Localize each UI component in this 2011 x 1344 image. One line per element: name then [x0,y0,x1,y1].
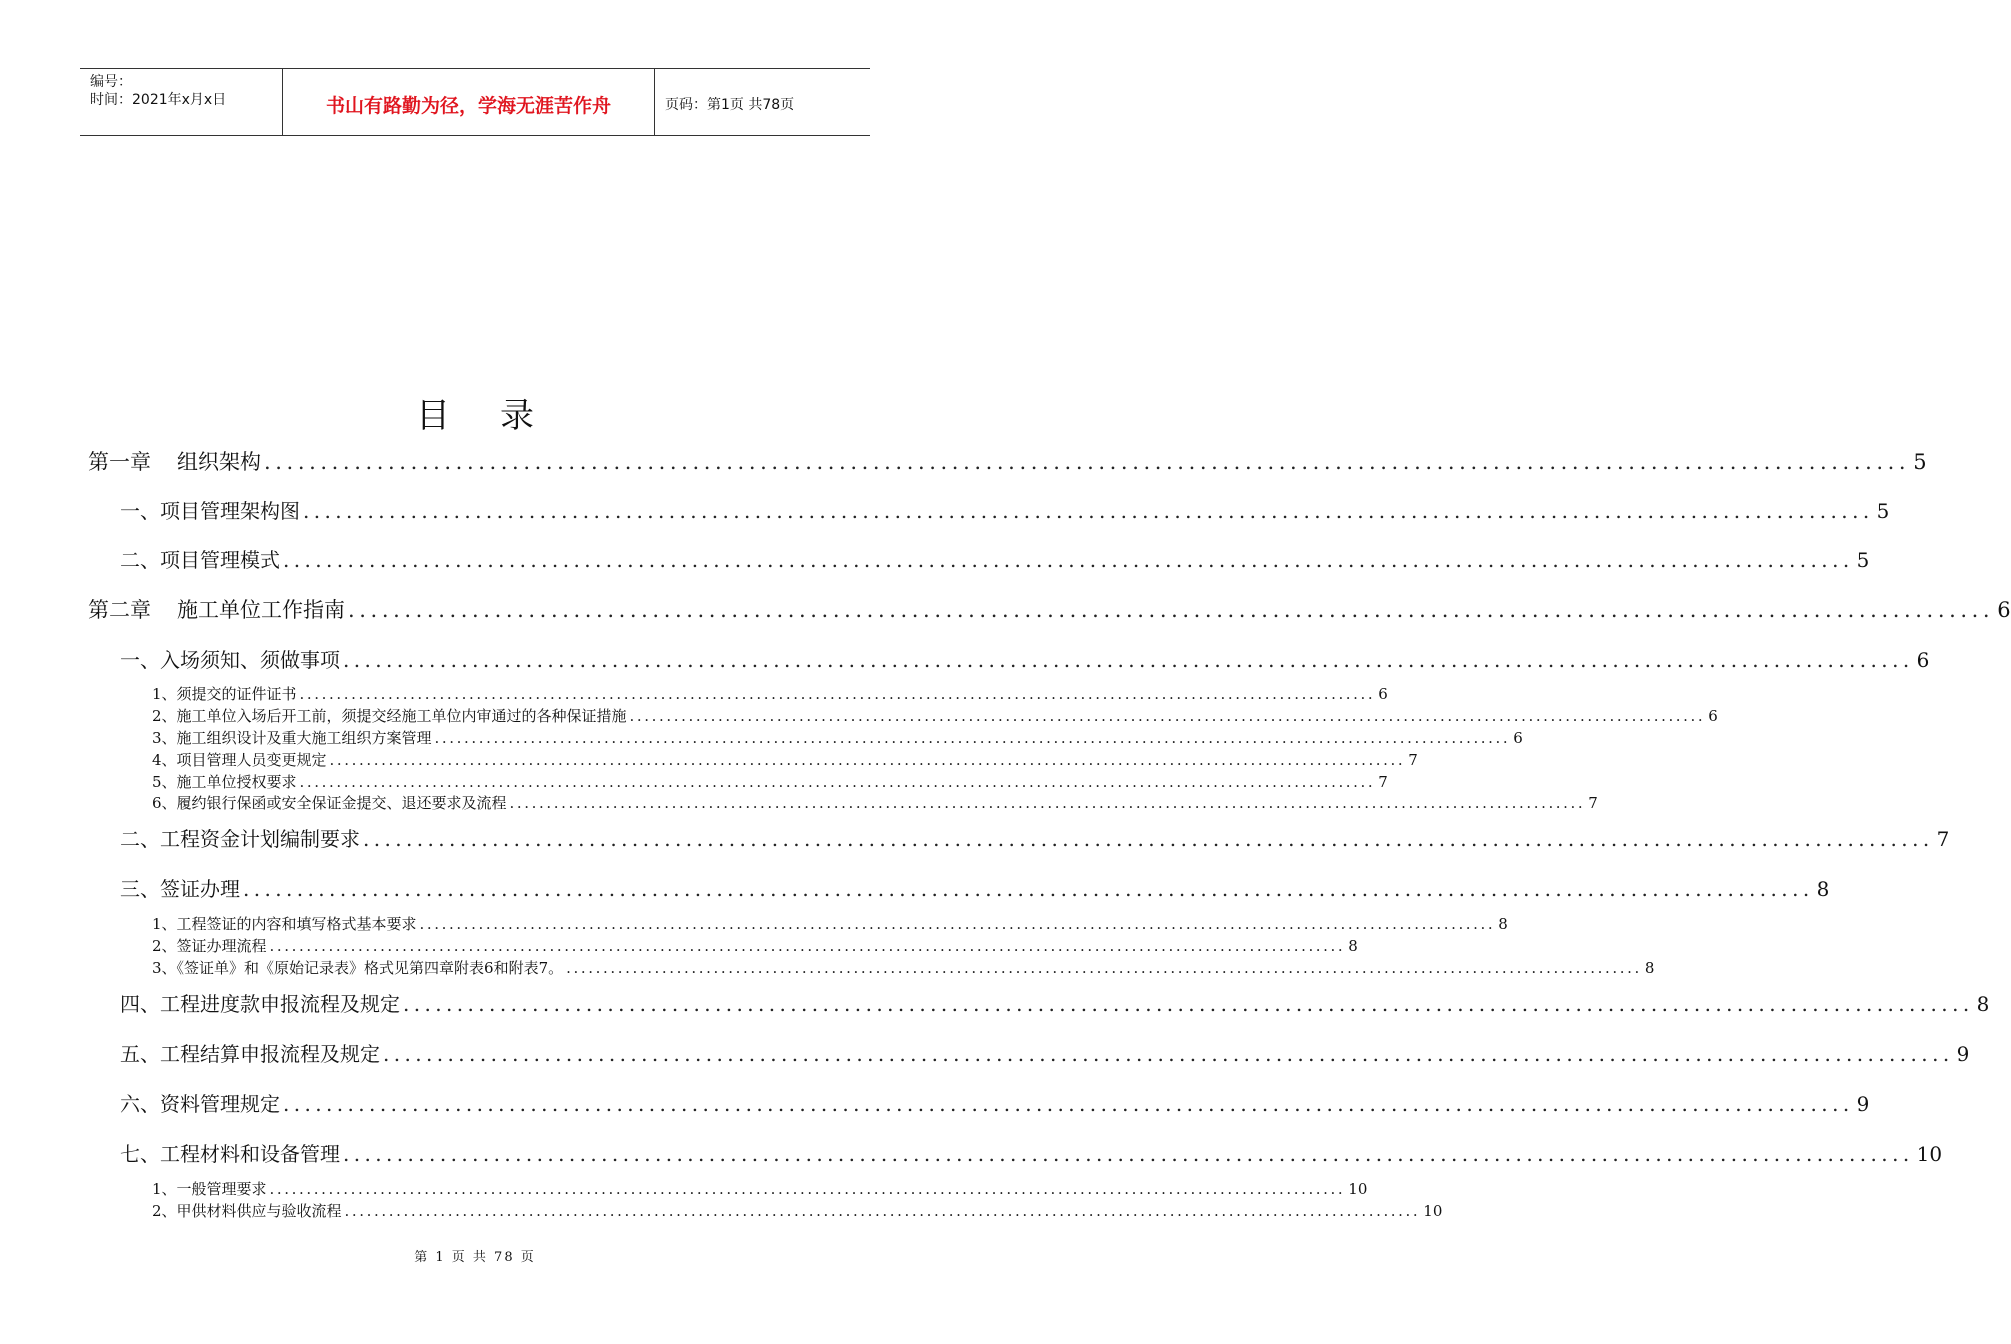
toc-page-number: 6 [1708,707,1718,725]
toc-page-number: 8 [1976,992,1990,1016]
toc-entry-label: 组织架构 [177,450,261,474]
toc-leader-dots: .................................................................................................................................................. [269,1180,1346,1198]
toc-entry[interactable] [120,495,1890,525]
toc-page-number: 7 [1588,794,1598,812]
toc-page-number: 6 [1513,729,1523,747]
toc-entry[interactable] [120,988,1990,1018]
toc-entry[interactable] [152,1200,1443,1220]
toc-chapter-prefix: 第二章 [88,598,151,622]
toc-entry[interactable] [120,823,1950,853]
toc-leader-dots: .................................................................................................................................................. [243,877,1814,901]
toc-page-number: 8 [1644,959,1655,977]
toc-title: 目录 [416,396,584,436]
toc-page-number: 7 [1408,751,1418,769]
toc-page-number: 8 [1498,915,1508,933]
toc-page-number: 7 [1936,827,1950,851]
toc-leader-dots: .................................................................................................................................................. [303,499,1874,523]
toc-page-number: 6 [1916,648,1930,672]
toc-page-number: 5 [1876,499,1890,523]
toc-leader-dots: .................................................................................................................................................. [329,751,1406,769]
toc-page-number: 8 [1816,877,1830,901]
toc-entry[interactable] [152,683,1388,703]
toc-page-number: 9 [1956,1042,1970,1066]
toc-entry-label: 三、签证办理 [120,877,240,901]
toc-entry[interactable] [88,446,1927,476]
toc-leader-dots: .................................................................................................................................................. [269,937,1346,955]
toc-entry-label: 二、工程资金计划编制要求 [120,827,360,851]
toc-leader-dots: .................................................................................................................................................. [419,915,1496,933]
toc-entry-label: 一、入场须知、须做事项 [120,648,340,672]
toc-entry-label: 一、项目管理架构图 [120,499,300,523]
toc-entry[interactable] [152,749,1418,769]
toc-leader-dots: .................................................................................................................................................. [363,827,1934,851]
toc-entry[interactable] [120,544,1870,574]
toc-entry[interactable] [152,705,1718,725]
toc-leader-dots: .................................................................................................................................................. [509,794,1586,812]
header-motto: 书山有路勤为径，学海无涯苦作舟 [282,69,655,135]
toc-entry[interactable] [88,594,2011,624]
toc-entry[interactable] [152,727,1523,747]
page-header [80,68,870,136]
toc-entry-label: 四、工程进度款申报流程及规定 [120,992,400,1016]
toc-entry[interactable] [120,1038,1970,1068]
toc-leader-dots: .................................................................................................................................................. [283,1092,1854,1116]
toc-entry-label: 2、签证办理流程 [152,937,267,955]
toc-entry-label: 1、一般管理要求 [152,1180,267,1198]
toc-entry-label: 二、项目管理模式 [120,548,280,572]
toc-entry[interactable] [152,935,1358,955]
toc-entry-label: 6、履约银行保函或安全保证金提交、退还要求及流程 [152,794,507,812]
toc-entry[interactable] [152,771,1388,791]
toc-entry-label: 3、施工组织设计及重大施工组织方案管理 [152,729,432,747]
toc-leader-dots: .................................................................................................................................................. [566,959,1642,977]
page-footer: 第 1 页 共 78 页 [414,1250,536,1265]
toc-page-number: 9 [1856,1092,1870,1116]
toc-entry-label: 5、施工单位授权要求 [152,773,297,791]
toc-page-number: 10 [1916,1142,1943,1166]
toc-leader-dots: .................................................................................................................................................. [629,707,1706,725]
toc-leader-dots: .................................................................................................................................................. [283,548,1854,572]
toc-page-number: 10 [1348,1180,1368,1198]
document-number-label: 编号： [90,74,132,90]
toc-entry[interactable] [120,1138,1943,1168]
toc-chapter-prefix: 第一章 [88,450,151,474]
toc-entry-label: 1、须提交的证件证书 [152,685,297,703]
toc-entry-label: 七、工程材料和设备管理 [120,1142,340,1166]
toc-entry-label: 2、施工单位入场后开工前，须提交经施工单位内审通过的各种保证措施 [152,707,627,725]
toc-leader-dots: .................................................................................................................................................. [299,773,1376,791]
toc-leader-dots: .................................................................................................................................................. [343,1142,1914,1166]
toc-page-number: 6 [1997,598,2011,622]
toc-entry-label: 六、资料管理规定 [120,1092,280,1116]
toc-leader-dots: .................................................................................................................................................. [264,450,1911,474]
toc-entry[interactable] [152,957,1655,977]
toc-page-number: 10 [1423,1202,1443,1220]
toc-page-number: 6 [1378,685,1388,703]
toc-leader-dots: .................................................................................................................................................. [403,992,1974,1016]
toc-entry-label: 3、《签证单》和《原始记录表》格式见第四章附表6和附表7。 [152,959,564,977]
toc-entry-label: 2、甲供材料供应与验收流程 [152,1202,342,1220]
toc-entry[interactable] [120,644,1930,674]
toc-leader-dots: .................................................................................................................................................. [344,1202,1421,1220]
document-time-label: 时间：2021年x月x日 [90,92,227,108]
toc-leader-dots: .................................................................................................................................................. [343,648,1914,672]
header-page-info: 页码：第1页 共78页 [665,97,795,113]
toc-entry-label: 施工单位工作指南 [177,598,345,622]
toc-leader-dots: .................................................................................................................................................. [348,598,1995,622]
toc-page-number: 7 [1378,773,1388,791]
toc-page-number: 5 [1856,548,1870,572]
toc-entry-label: 五、工程结算申报流程及规定 [120,1042,380,1066]
toc-leader-dots: .................................................................................................................................................. [434,729,1511,747]
toc-entry[interactable] [152,913,1508,933]
toc-entry[interactable] [152,792,1598,812]
toc-entry[interactable] [120,873,1830,903]
toc-entry-label: 1、工程签证的内容和填写格式基本要求 [152,915,417,933]
toc-entry-label: 4、项目管理人员变更规定 [152,751,327,769]
toc-page-number: 8 [1348,937,1358,955]
toc-page-number: 5 [1913,450,1927,474]
toc-entry[interactable] [152,1178,1368,1198]
toc-leader-dots: .................................................................................................................................................. [383,1042,1954,1066]
toc-entry[interactable] [120,1088,1870,1118]
toc-leader-dots: .................................................................................................................................................. [299,685,1376,703]
header-meta [80,69,282,135]
